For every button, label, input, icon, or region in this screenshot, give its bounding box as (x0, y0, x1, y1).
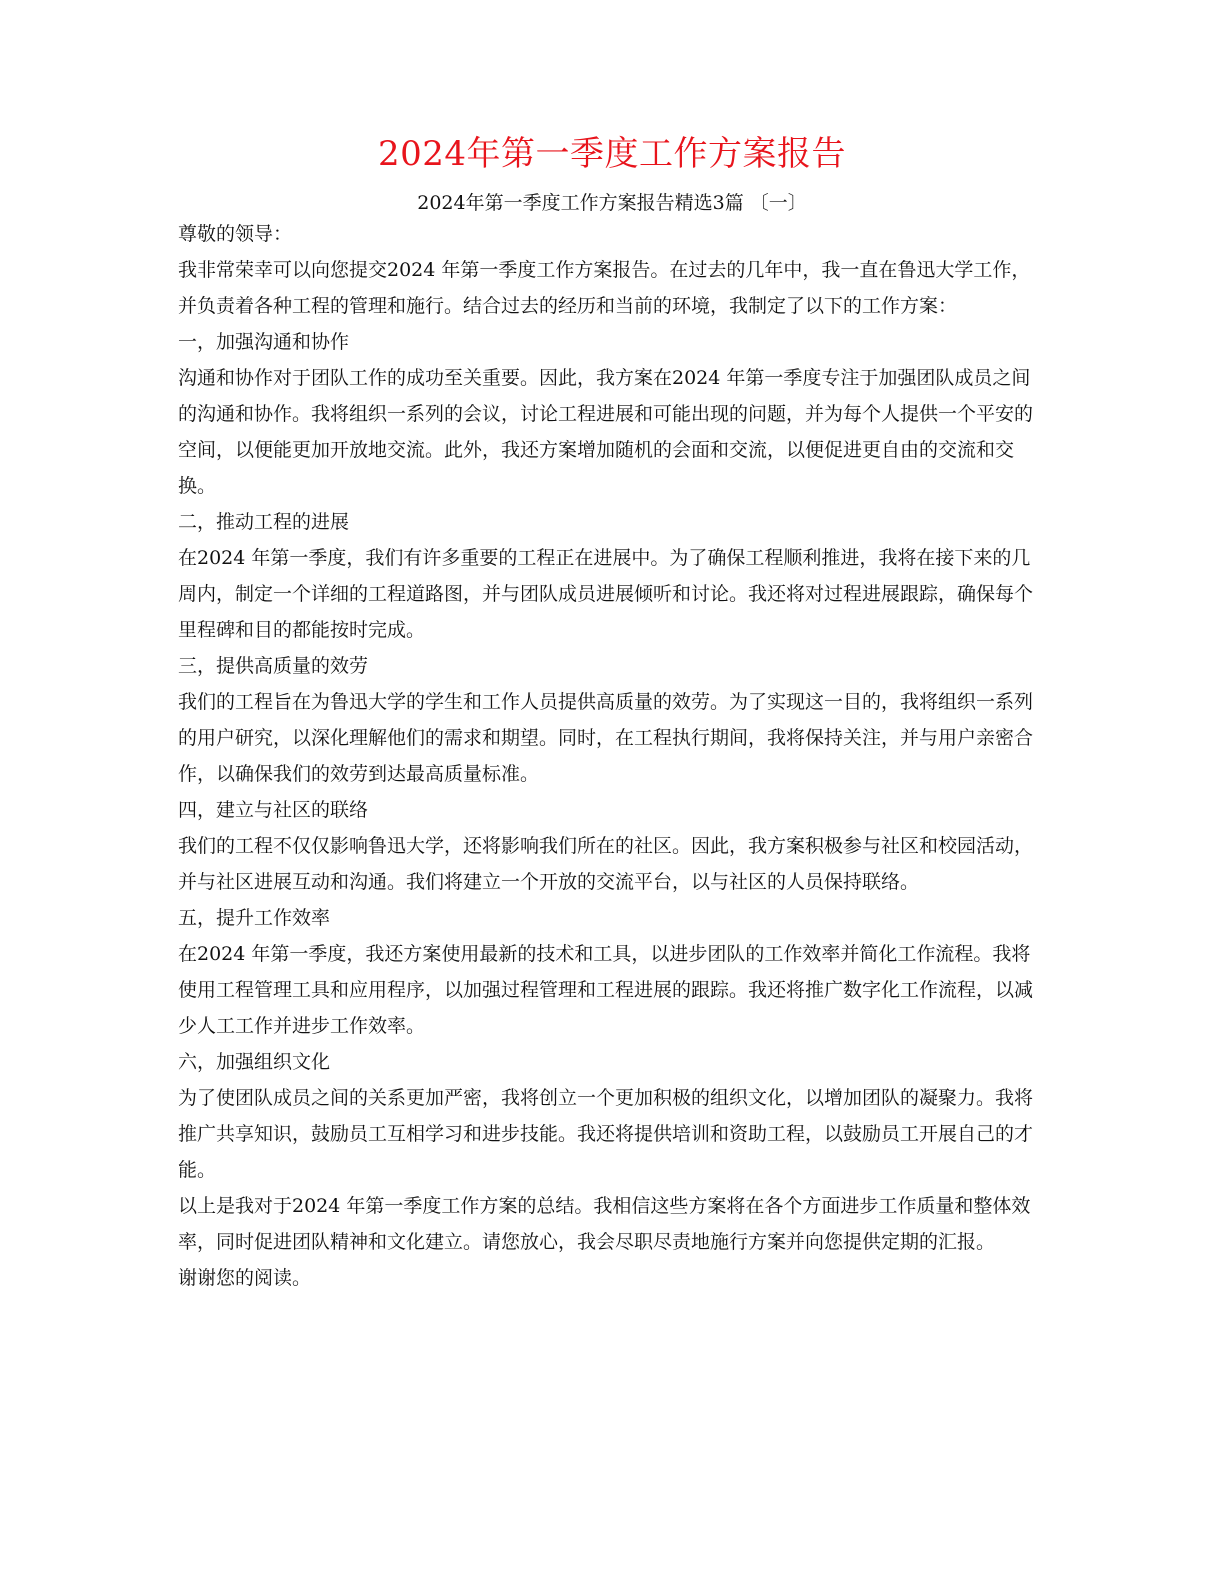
section-heading-4: 四，建立与社区的联络 (178, 799, 369, 821)
section-heading-1: 一，加强沟通和协作 (178, 331, 350, 353)
intro-paragraph: 我非常荣幸可以向您提交2024 年第一季度工作方案报告。在过去的几年中，我一直在鲁迅大学工作，并负责着各种工程的管理和施行。结合过去的经历和当前的环境，我制定了以下的工作方案： (178, 259, 1031, 317)
section-paragraph-3: 我们的工程旨在为鲁迅大学的学生和工作人员提供高质量的效劳。为了实现这一目的，我将组织一系列的用户研究，以深化理解他们的需求和期望。同时，在工程执行期间，我将保持关注，并与用户亲密合作，以确保我们的效劳到达最高质量标准。 (178, 691, 1034, 785)
conclusion-paragraph: 以上是我对于2024 年第一季度工作方案的总结。我相信这些方案将在各个方面进步工作质量和整体效率，同时促进团队精神和文化建立。请您放心，我会尽职尽责地施行方案并向您提供定期的汇报。 (178, 1195, 1031, 1253)
section-heading-5: 五，提升工作效率 (178, 907, 331, 929)
salutation: 尊敬的领导： (178, 223, 293, 245)
document-body (178, 216, 1038, 1296)
section-paragraph-5: 在2024 年第一季度，我还方案使用最新的技术和工具，以进步团队的工作效率并简化工作流程。我将使用工程管理工具和应用程序，以加强过程管理和工程进展的跟踪。我还将推广数字化工作流程，以减少人工工作并进步工作效率。 (178, 943, 1034, 1037)
document-title: 2024年第一季度工作方案报告 (377, 134, 847, 174)
section-paragraph-4: 我们的工程不仅仅影响鲁迅大学，还将影响我们所在的社区。因此，我方案积极参与社区和校园活动，并与社区进展互动和沟通。我们将建立一个开放的交流平台，以与社区的人员保持联络。 (178, 835, 1034, 893)
section-paragraph-6: 为了使团队成员之间的关系更加严密，我将创立一个更加积极的组织文化，以增加团队的凝聚力。我将推广共享知识，鼓励员工互相学习和进步技能。我还将提供培训和资助工程，以鼓励员工开展自己的才能。 (178, 1087, 1034, 1181)
section-paragraph-1: 沟通和协作对于团队工作的成功至关重要。因此，我方案在2024 年第一季度专注于加强团队成员之间的沟通和协作。我将组织一系列的会议，讨论工程进展和可能出现的问题，并为每个人提供一个平安的空间，以便能更加开放地交流。此外，我还方案增加随机的会面和交流，以便促进更自由的交流和交换。 (178, 367, 1034, 497)
section-heading-3: 三，提供高质量的效劳 (178, 655, 369, 677)
section-heading-6: 六，加强组织文化 (178, 1051, 331, 1073)
section-paragraph-2: 在2024 年第一季度，我们有许多重要的工程正在进展中。为了确保工程顺利推进，我将在接下来的几周内，制定一个详细的工程道路图，并与团队成员进展倾听和讨论。我还将对过程进展跟踪，确保每个里程碑和目的都能按时完成。 (178, 547, 1034, 641)
section-heading-2: 二，推动工程的进展 (178, 511, 350, 533)
closing-line: 谢谢您的阅读。 (178, 1267, 312, 1289)
document-subtitle: 2024年第一季度工作方案报告精选3篇 〔一〕 (417, 192, 807, 214)
